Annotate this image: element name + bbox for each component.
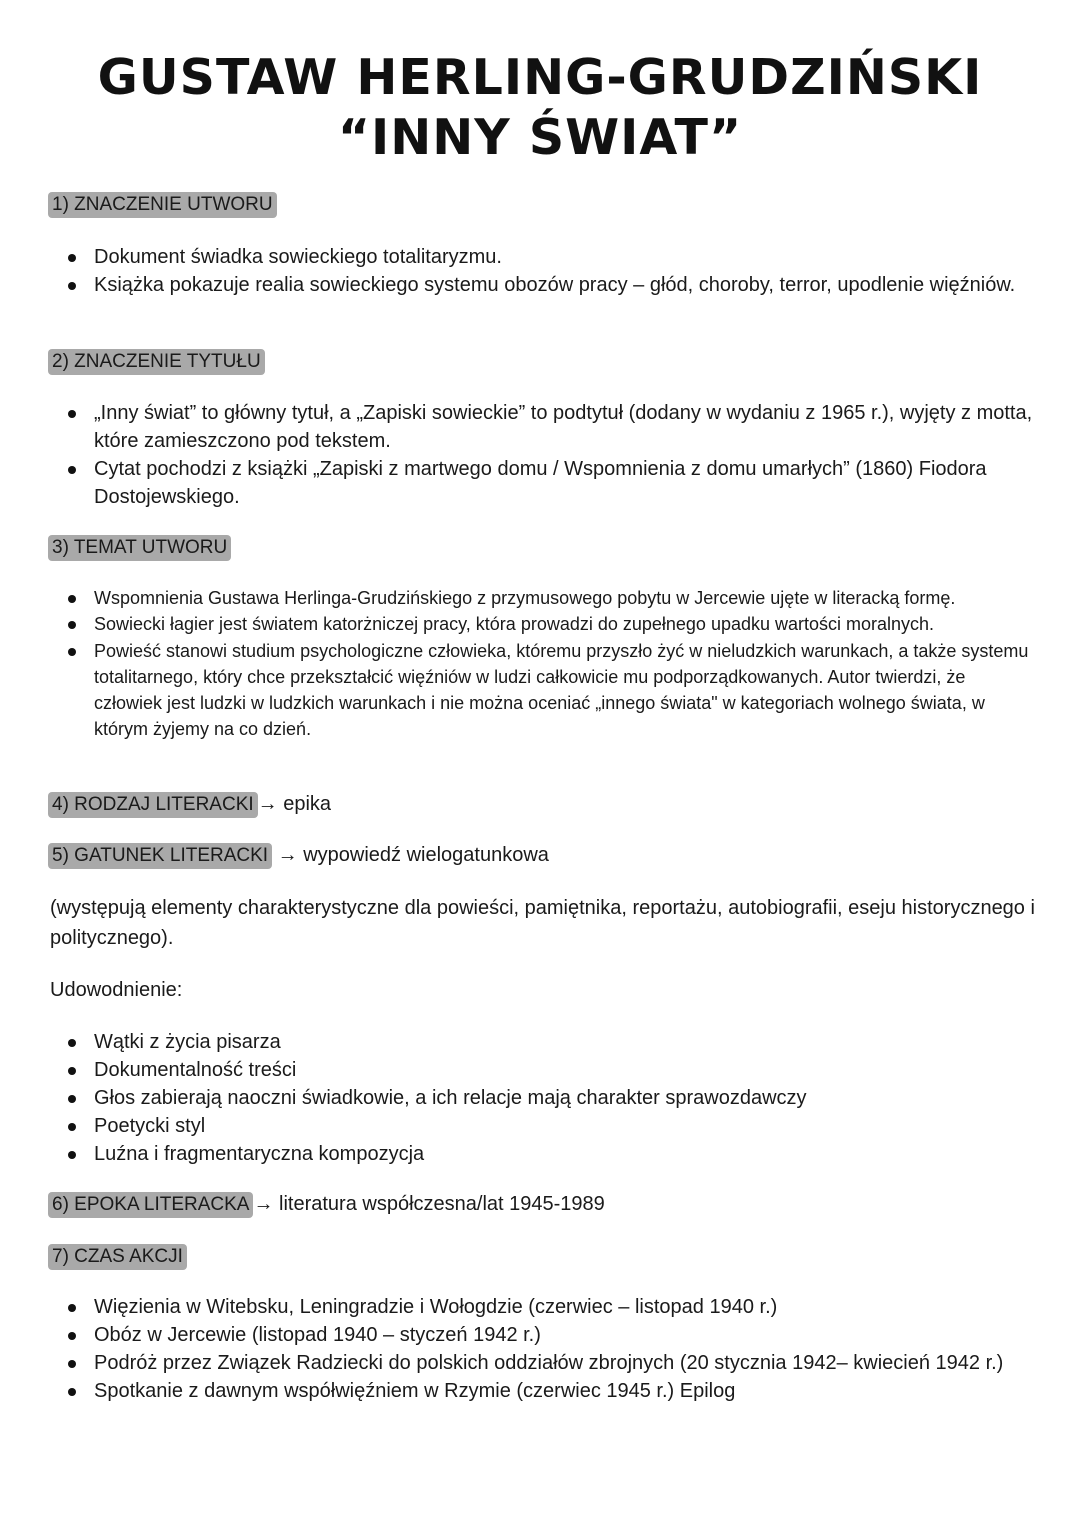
list-item: Dokument świadka sowieckiego totalitaryzmu. (48, 243, 1038, 271)
list-item: Głos zabierają naoczni świadkowie, a ich relacje mają charakter sprawozdawczy (48, 1084, 1038, 1112)
section-heading: 1) ZNACZENIE UTWORU (48, 192, 277, 218)
section-2-list (48, 399, 1038, 511)
section-6 (48, 1192, 1038, 1218)
list-item: Podróż przez Związek Radziecki do polskich oddziałów zbrojnych (20 stycznia 1942– kwiecień 1942 r.) (48, 1349, 1038, 1377)
list-item: Książka pokazuje realia sowieckiego systemu obozów pracy – głód, choroby, terror, upodlenie więźniów. (48, 271, 1038, 299)
list-item: Luźna i fragmentaryczna kompozycja (48, 1140, 1038, 1168)
proof-label: Udowodnienie: (50, 979, 183, 1001)
section-3-list (48, 585, 1038, 743)
proof-list (48, 1028, 1038, 1168)
section-value: → literatura współczesna/lat 1945-1989 (253, 1193, 605, 1215)
list-item: Wątki z życia pisarza (48, 1028, 1038, 1056)
list-item: Więzienia w Witebsku, Leningradzie i Wołogdzie (czerwiec – listopad 1940 r.) (48, 1293, 1038, 1321)
section-4 (48, 792, 1038, 818)
section-heading: 6) EPOKA LITERACKA (48, 1192, 253, 1218)
section-heading: 3) TEMAT UTWORU (48, 535, 231, 561)
section-7-list (48, 1293, 1038, 1405)
section-heading: 2) ZNACZENIE TYTUŁU (48, 349, 265, 375)
section-heading: 5) GATUNEK LITERACKI (48, 843, 272, 869)
list-item: „Inny świat” to główny tytuł, a „Zapiski sowieckie” to podtytuł (dodany w wydaniu z 1965 r.), wyjęty z motta, które zamieszczono pod tekstem. (48, 399, 1038, 455)
section-2 (48, 349, 1038, 375)
section-7 (48, 1244, 1038, 1270)
list-item: Wspomnienia Gustawa Herlinga-Grudzińskiego z przymusowego pobytu w Jercewie ujęte w literacką formę. (48, 585, 1038, 611)
section-1 (48, 192, 1038, 218)
list-item: Obóz w Jercewie (listopad 1940 – styczeń 1942 r.) (48, 1321, 1038, 1349)
section-3 (48, 535, 1038, 561)
section-heading: 7) CZAS AKCJI (48, 1244, 187, 1270)
list-item: Powieść stanowi studium psychologiczne człowieka, któremu przyszło żyć w nieludzkich warunkach, a także systemu totalitarnego, który chce przekształcić więźniów w ludzi całkowicie mu podporządkowanych. Autor twierdzi, że człowiek jest ludzki w ludzkich warunkach i nie można oceniać „innego świata" w kategoriach wolnego świata, w którym żyjemy na co dzień. (48, 638, 1038, 743)
genre-note: (występują elementy charakterystyczne dla powieści, pamiętnika, reportażu, autobiografii, eseju historycznego i politycznego). (50, 897, 1035, 949)
list-item: Sowiecki łagier jest światem katorżniczej pracy, która prowadzi do zupełnego upadku wartości moralnych. (48, 611, 1038, 637)
section-5 (48, 843, 1038, 869)
title-line-1: GUSTAW HERLING-GRUDZIŃSKI (97, 49, 983, 106)
list-item: Dokumentalność treści (48, 1056, 1038, 1084)
list-item: Poetycki styl (48, 1112, 1038, 1140)
list-item: Cytat pochodzi z książki „Zapiski z martwego domu / Wspomnienia z domu umarłych” (1860) Fiodora Dostojewskiego. (48, 455, 1038, 511)
section-heading: 4) RODZAJ LITERACKI (48, 792, 258, 818)
title-line-2: “INNY ŚWIAT” (337, 109, 743, 166)
list-item: Spotkanie z dawnym współwięźniem w Rzymie (czerwiec 1945 r.) Epilog (48, 1377, 1038, 1405)
section-1-list (48, 243, 1038, 299)
section-value: → wypowiedź wielogatunkowa (272, 844, 549, 866)
section-value: → epika (257, 793, 332, 815)
